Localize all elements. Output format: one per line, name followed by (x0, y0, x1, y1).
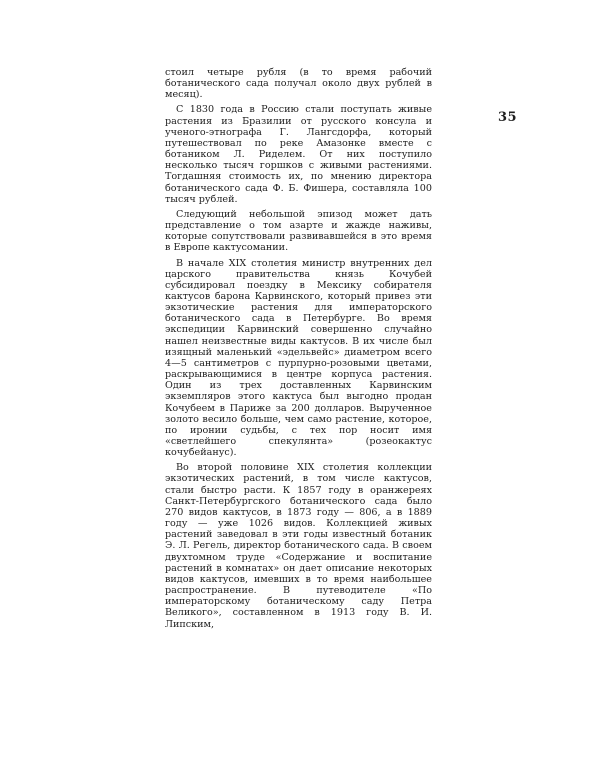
paragraph: Во второй половине XIX столетия коллекции экзотических растений, в том числе кактусов, стали быстро расти. К 1857 году в оранжереях Санкт-Петербургского ботанического сада было 270 видов кактусов, в 1873 году — 806, а в 1889 году — уже 1026 видов. Коллекцией живых растений заведовал в эти годы известный ботаник Э. Л. Регель, директор ботанического сада. В своем двухтомном труде «Содержание и воспитание растений в комнатах» он дает описание некоторых видов кактусов, имевших в то время наибольшее распространение. В путеводителе «По императорскому ботаническому саду Петра Великого», составленном в 1913 году В. И. Липским, (165, 462, 432, 630)
page-number: 35 (498, 110, 518, 125)
paragraph: стоил четыре рубля (в то время рабочий ботанического сада получал около двух рублей в месяц). (165, 67, 432, 101)
paragraph: С 1830 года в Россию стали поступать живые растения из Бразилии от русского консула и ученого-этнографа Г. Лангсдорфа, который путешествовал по реке Амазонке вместе с ботаником Л. Риделем. От них поступило несколько тысяч горшков с живыми растениями. Тогдашняя стоимость их, по мнению директора ботанического сада Ф. Б. Фишера, составляла 100 тысяч рублей. (165, 104, 432, 205)
paragraph: В начале XIX столетия министр внутренних дел царского правительства князь Кочубей субсидировал поездку в Мексику собирателя кактусов барона Карвинского, который привез эти экзотические растения для императорского ботанического сада в Петербурге. Во время экспедиции Карвинский совершенно случайно нашел неизвестные виды кактусов. В их числе был изящный маленький «эдельвейс» диаметром всего 4—5 сантиметров с пурпурно-розовыми цветами, раскрывающимися в центре корпуса растения. Один из трех доставленных Карвинским экземпляров этого кактуса был выгодно продан Кочубеем в Париже за 200 долларов. Вырученное золото весило больше, чем само растение, которое, по иронии судьбы, с тех пор носит имя «светлейшего спекулянта» (розеокактус кочубейанус). (165, 257, 432, 459)
text-column (165, 67, 432, 630)
paragraph: Следующий небольшой эпизод может дать представление о том азарте и жажде наживы, которые сопутствовали развивавшейся в это время в Европе кактусомании. (165, 208, 432, 254)
